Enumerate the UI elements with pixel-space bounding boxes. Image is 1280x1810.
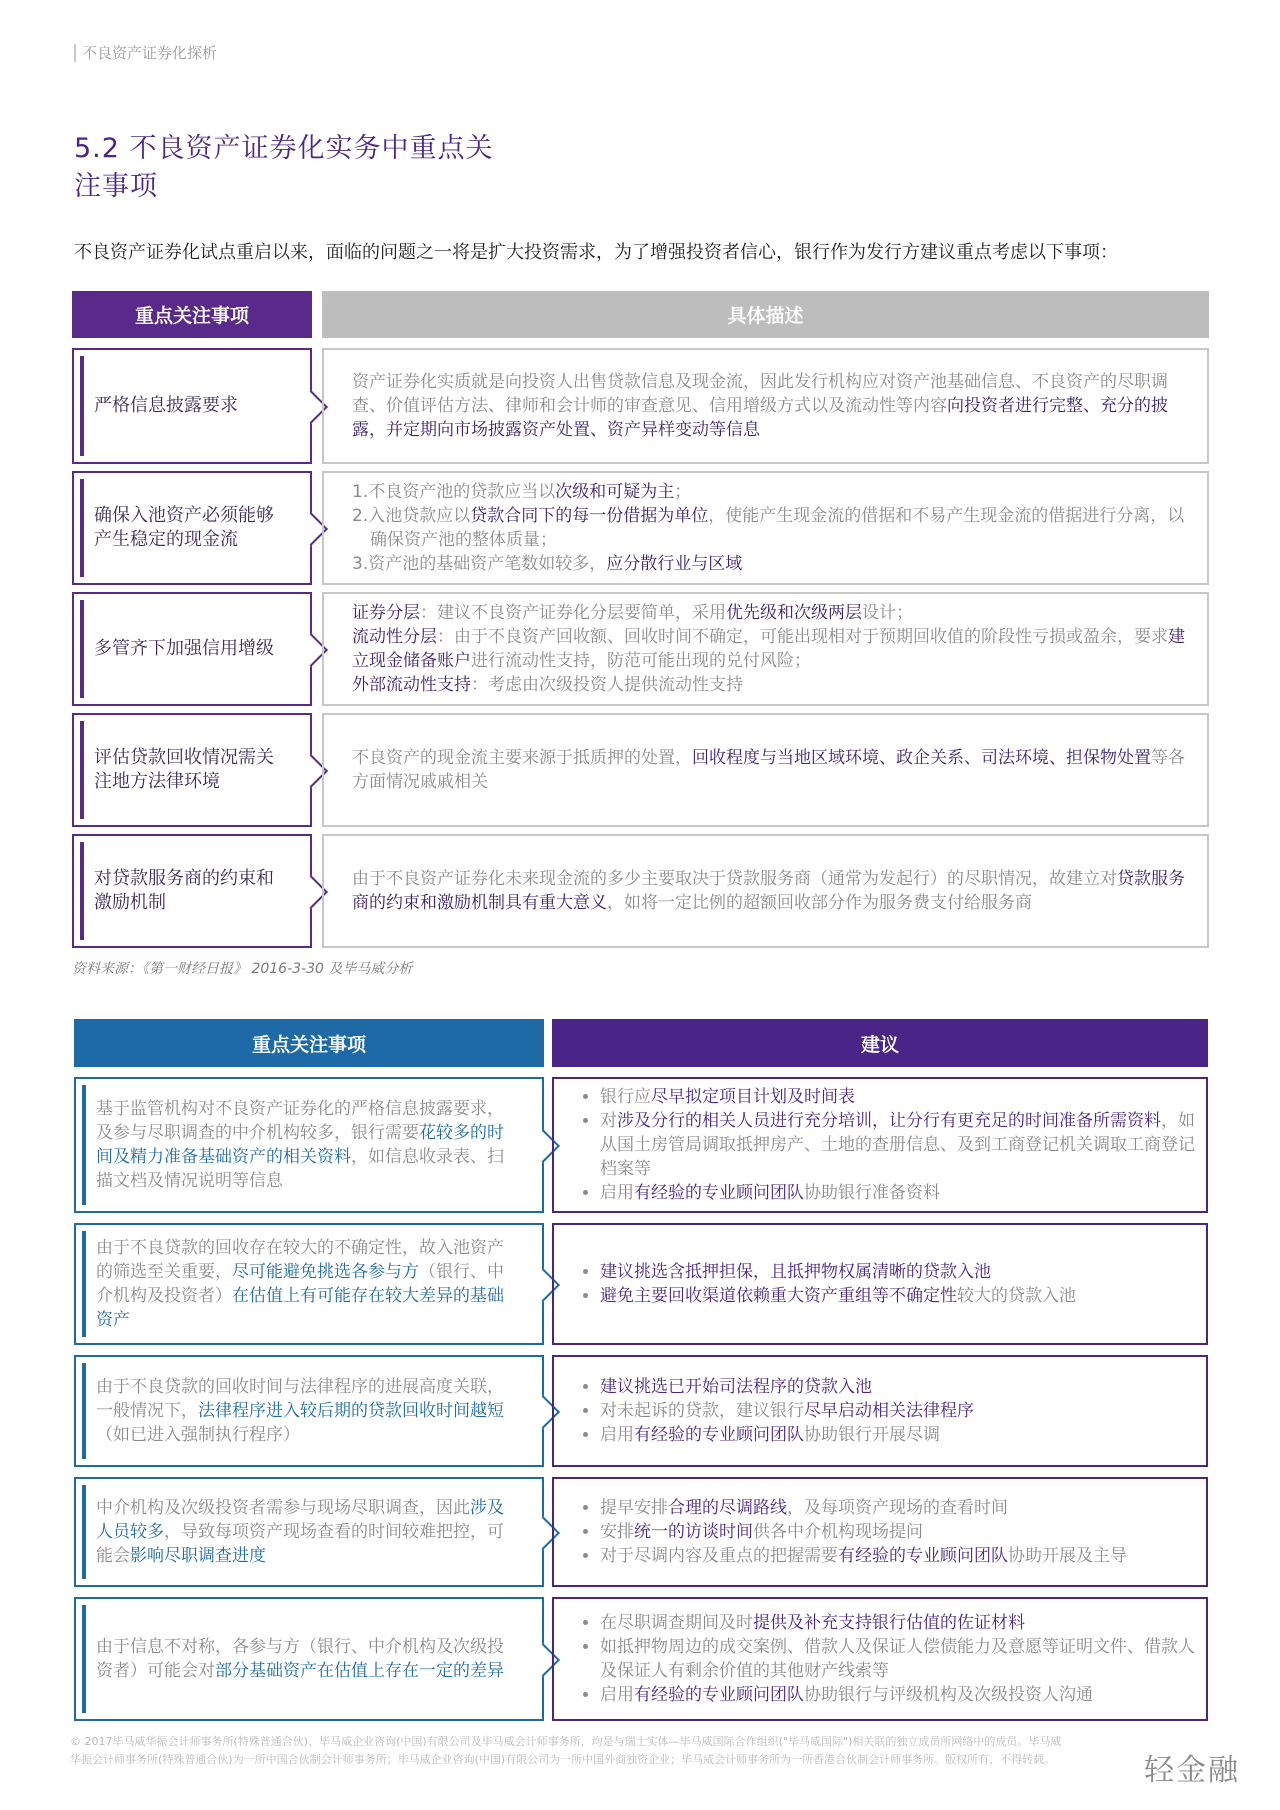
table1-row-label-cell: [72, 348, 312, 464]
table1-row: [72, 713, 1209, 827]
table2-row-advice-cell: [552, 1223, 1208, 1345]
issue-text: 由于不良贷款的回收时间与法律程序的进展高度关联，一般情况下，法律程序进入较后期的贷款回收时间越短（如已进入强制执行程序）: [96, 1377, 504, 1445]
row-label: 确保入池资产必须能够产生稳定的现金流: [94, 505, 274, 550]
accent-bar: [80, 356, 84, 456]
accent-bar: [82, 1363, 86, 1459]
footer-line: 华振会计师事务所(特殊普通合伙)为一所中国合伙制会计师事务所；毕马威企业咨询(中国)有限公司为一所中国外商独资企业；毕马威会计师事务所为一所香港合伙制会计师事务所。版权所有，不得转载。: [70, 1753, 1056, 1766]
table2-row-issue-cell: [74, 1597, 544, 1721]
table1-row: [72, 834, 1209, 948]
table1-row-label-cell: [72, 471, 312, 585]
watermark-logo: 轻金融: [1144, 1753, 1240, 1788]
advice-item: • 避免主要回收渠道依赖重大资产重组等不确定性较大的贷款入池: [600, 1284, 1196, 1308]
row-description: 证券分层：建议不良资产证券化分层要简单，采用优先级和次级两层设计； 流动性分层：由于不良资产回收额、回收时间不确定，可能出现相对于预期回收值的阶段性亏损或盈余，要求建立现金储备账户进行流动性支持，防范可能出现的兑付风险； 外部流动性支持：考虑由次级投资人提供流动性支持: [352, 603, 1185, 695]
accent-bar: [82, 1485, 86, 1579]
advice-list: [576, 1496, 1196, 1568]
advice-item: • 启用有经验的专业顾问团队协助银行与评级机构及次级投资人沟通: [600, 1683, 1196, 1707]
table1-row: [72, 348, 1209, 464]
accent-bar: [80, 842, 84, 940]
table1-header-focus: 重点关注事项: [72, 291, 312, 338]
issue-text: 中介机构及次级投资者需参与现场尽职调查，因此涉及人员较多，导致每项资产现场查看的时间较难把控，可能会影响尽职调查进度: [96, 1498, 504, 1566]
table1-row-desc-cell: [322, 713, 1209, 827]
issue-text: 由于信息不对称，各参与方（银行、中介机构及次级投资者）可能会对部分基础资产在估值上存在一定的差异: [96, 1637, 504, 1681]
row-label: 严格信息披露要求: [94, 395, 238, 416]
table2-row-issue-cell: [74, 1355, 544, 1467]
accent-bar: [80, 721, 84, 819]
advice-item: • 如抵押物周边的成交案例、借款人及保证人偿债能力及意愿等证明文件、借款人及保证人有剩余价值的其他财产线索等: [600, 1635, 1196, 1683]
section-title: 5.2 不良资产证券化实务中重点关注事项: [74, 133, 494, 202]
row-description: 由于不良资产证券化未来现金流的多少主要取决于贷款服务商（通常为发起行）的尽职情况，故建立对贷款服务商的约束和激励机制具有重大意义，如将一定比例的超额回收部分作为服务费支付给服务商: [352, 869, 1185, 913]
advice-item: • 安排统一的访谈时间供各中介机构现场提问: [600, 1520, 1196, 1544]
row-label: 对贷款服务商的约束和激励机制: [94, 868, 274, 913]
table1-row-desc-cell: [322, 834, 1209, 948]
table2-header-advice: 建议: [552, 1019, 1208, 1067]
table1-row: [72, 592, 1209, 706]
advice-list: [576, 1085, 1196, 1205]
accent-bar: [82, 1231, 86, 1337]
table2-header-focus: 重点关注事项: [74, 1019, 544, 1067]
table2-row-advice-cell: [552, 1355, 1208, 1467]
table1-header-description: 具体描述: [322, 291, 1209, 338]
table1-row-desc-cell: [322, 471, 1209, 585]
issue-text: 由于不良贷款的回收存在较大的不确定性，故入池资产的筛选至关重要，尽可能避免挑选各参与方（银行、中介机构及投资者）在估值上有可能存在较大差异的基础资产: [96, 1238, 504, 1330]
advice-item: • 对未起诉的贷款，建议银行尽早启动相关法律程序: [600, 1399, 1196, 1423]
footer-line: © 2017毕马威华振会计师事务所(特殊普通合伙)、毕马威企业咨询(中国)有限公司及毕马威会计师事务所，均是与瑞士实体—毕马威国际合作组织("毕马威国际")相关联的独立成员所网络中的成员。毕马威: [70, 1735, 1062, 1748]
advice-item: • 对于尽调内容及重点的把握需要有经验的专业顾问团队协助开展及主导: [600, 1544, 1196, 1568]
advice-item: • 在尽职调查期间及时提供及补充支持银行估值的佐证材料: [600, 1611, 1196, 1635]
table2-row-issue-cell: [74, 1477, 544, 1587]
row-description: 1.不良资产池的贷款应当以次级和可疑为主； 2.入池贷款应以贷款合同下的每一份借据为单位，使能产生现金流的借据和不易产生现金流的借据进行分离，以确保资产池的整体质量； 3.资产池的基础资产笔数如较多，应分散行业与区域: [352, 482, 1185, 574]
advice-item: • 银行应尽早拟定项目计划及时间表: [600, 1085, 1196, 1109]
accent-bar: [80, 600, 84, 698]
table2-row: [74, 1223, 1208, 1345]
accent-bar: [82, 1085, 86, 1205]
table2-row: [74, 1077, 1208, 1213]
table2-row: [74, 1477, 1208, 1587]
row-description: 资产证券化实质就是向投资人出售贷款信息及现金流，因此发行机构应对资产池基础信息、不良资产的尽职调查、价值评估方法、律师和会计师的审查意见、信用增级方式以及流动性等内容向投资者进行完整、充分的披露，并定期向市场披露资产处置、资产异样变动等信息: [352, 372, 1168, 440]
advice-item: • 建议挑选含抵押担保，且抵押物权属清晰的贷款入池: [600, 1260, 1196, 1284]
table2-row-issue-cell: [74, 1223, 544, 1345]
intro-paragraph: 不良资产证券化试点重启以来，面临的问题之一将是扩大投资需求，为了增强投资者信心，银行作为发行方建议重点考虑以下事项：: [74, 242, 1118, 263]
table2-row: [74, 1355, 1208, 1467]
copyright-footer: [70, 1733, 1200, 1769]
row-label: 评估贷款回收情况需关注地方法律环境: [94, 747, 274, 792]
advice-item: • 启用有经验的专业顾问团队协助银行准备资料: [600, 1181, 1196, 1205]
table2-row: [74, 1597, 1208, 1721]
advice-list: [576, 1375, 1196, 1447]
issue-text: 基于监管机构对不良资产证券化的严格信息披露要求，及参与尽职调查的中介机构较多，银行需要花较多的时间及精力准备基础资产的相关资料，如信息收录表、扫描文档及情况说明等信息: [96, 1099, 504, 1191]
accent-bar: [82, 1605, 86, 1713]
table2-row-issue-cell: [74, 1077, 544, 1213]
table2-row-advice-cell: [552, 1477, 1208, 1587]
source-note: 资料来源：《第一财经日报》 2016-3-30 及毕马威分析: [72, 961, 413, 977]
row-description: 不良资产的现金流主要来源于抵质押的处置，回收程度与当地区域环境、政企关系、司法环境、担保物处置等各方面情况戚戚相关: [352, 748, 1185, 792]
accent-bar: [80, 479, 84, 577]
advice-item: • 提早安排合理的尽调路线，及每项资产现场的查看时间: [600, 1496, 1196, 1520]
table1-row-label-cell: [72, 592, 312, 706]
table1-row-desc-cell: [322, 348, 1209, 464]
table2-row-advice-cell: [552, 1597, 1208, 1721]
running-head: 不良资产证券化探析: [74, 44, 217, 62]
table1-row-label-cell: [72, 834, 312, 948]
table1-row: [72, 471, 1209, 585]
advice-item: • 启用有经验的专业顾问团队协助银行开展尽调: [600, 1423, 1196, 1447]
advice-item: • 建议挑选已开始司法程序的贷款入池: [600, 1375, 1196, 1399]
table1-row-label-cell: [72, 713, 312, 827]
table1-row-desc-cell: [322, 592, 1209, 706]
row-label: 多管齐下加强信用增级: [94, 638, 274, 659]
advice-list: [576, 1260, 1196, 1308]
advice-list: [576, 1611, 1196, 1707]
advice-item: • 对涉及分行的相关人员进行充分培训，让分行有更充足的时间准备所需资料，如从国土房管局调取抵押房产、土地的查册信息、及到工商登记机关调取工商登记档案等: [600, 1109, 1196, 1181]
table2-row-advice-cell: [552, 1077, 1208, 1213]
